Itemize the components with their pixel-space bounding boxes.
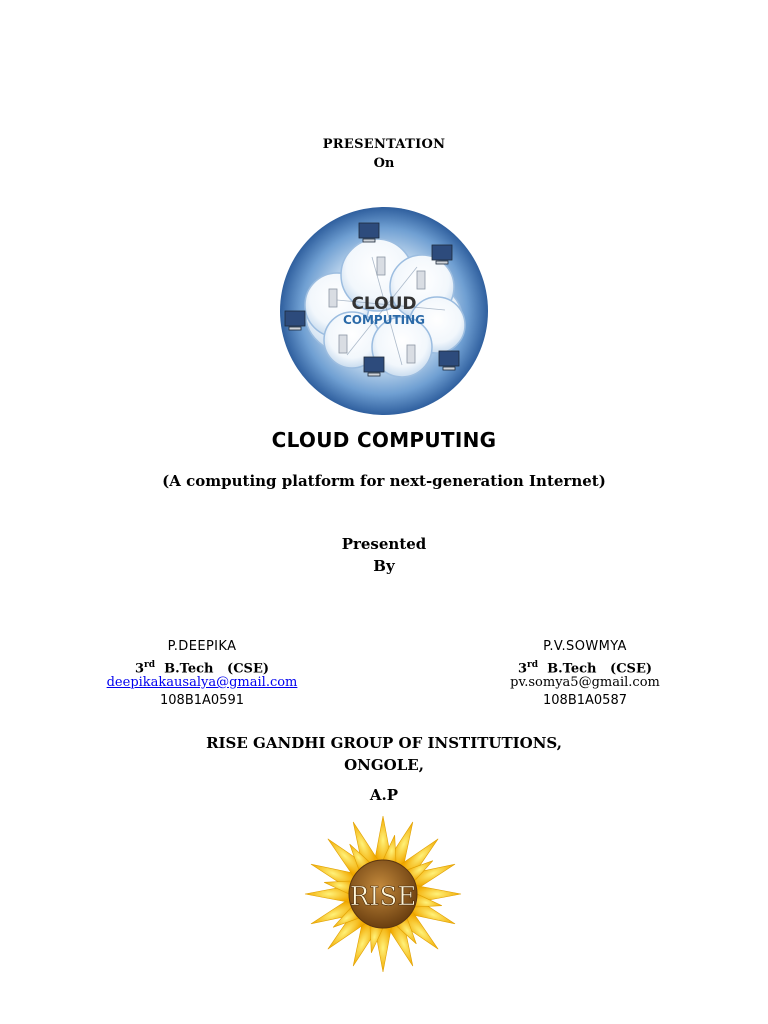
- author-roll-number: 108B1A0587: [543, 693, 627, 708]
- author-email: pv.somya5@gmail.com: [510, 675, 660, 690]
- author-block-1: [82, 638, 322, 710]
- author-name: P.DEEPIKA: [167, 639, 237, 654]
- institution-city: ONGOLE,: [344, 756, 424, 774]
- cloud-logo-line1: CLOUD: [351, 294, 417, 314]
- institution-state: A.P: [369, 786, 399, 804]
- subtitle: (A computing platform for next-generation Internet): [162, 472, 606, 490]
- author-roll-number: 108B1A0591: [160, 693, 244, 708]
- cloud-network-icon: [277, 205, 491, 417]
- author-block-2: [465, 638, 705, 710]
- author-course: 3rd B.Tech (CSE): [517, 660, 652, 677]
- author-name: P.V.SOWMYA: [543, 639, 627, 654]
- presented-label: Presented: [341, 535, 427, 553]
- cloud-logo-line2: COMPUTING: [342, 313, 426, 327]
- author-course: 3rd B.Tech (CSE): [134, 660, 269, 677]
- presentation-label: PRESENTATION: [322, 137, 446, 152]
- rise-logo-text: RISE: [349, 882, 417, 912]
- on-label: On: [373, 156, 395, 171]
- institution-name: RISE GANDHI GROUP OF INSTITUTIONS,: [206, 734, 562, 752]
- by-label: By: [373, 557, 395, 575]
- sunflower-logo-icon: [283, 814, 483, 974]
- page-title: CLOUD COMPUTING: [271, 428, 497, 452]
- author-email-link[interactable]: deepikakausalya@gmail.com: [106, 675, 298, 690]
